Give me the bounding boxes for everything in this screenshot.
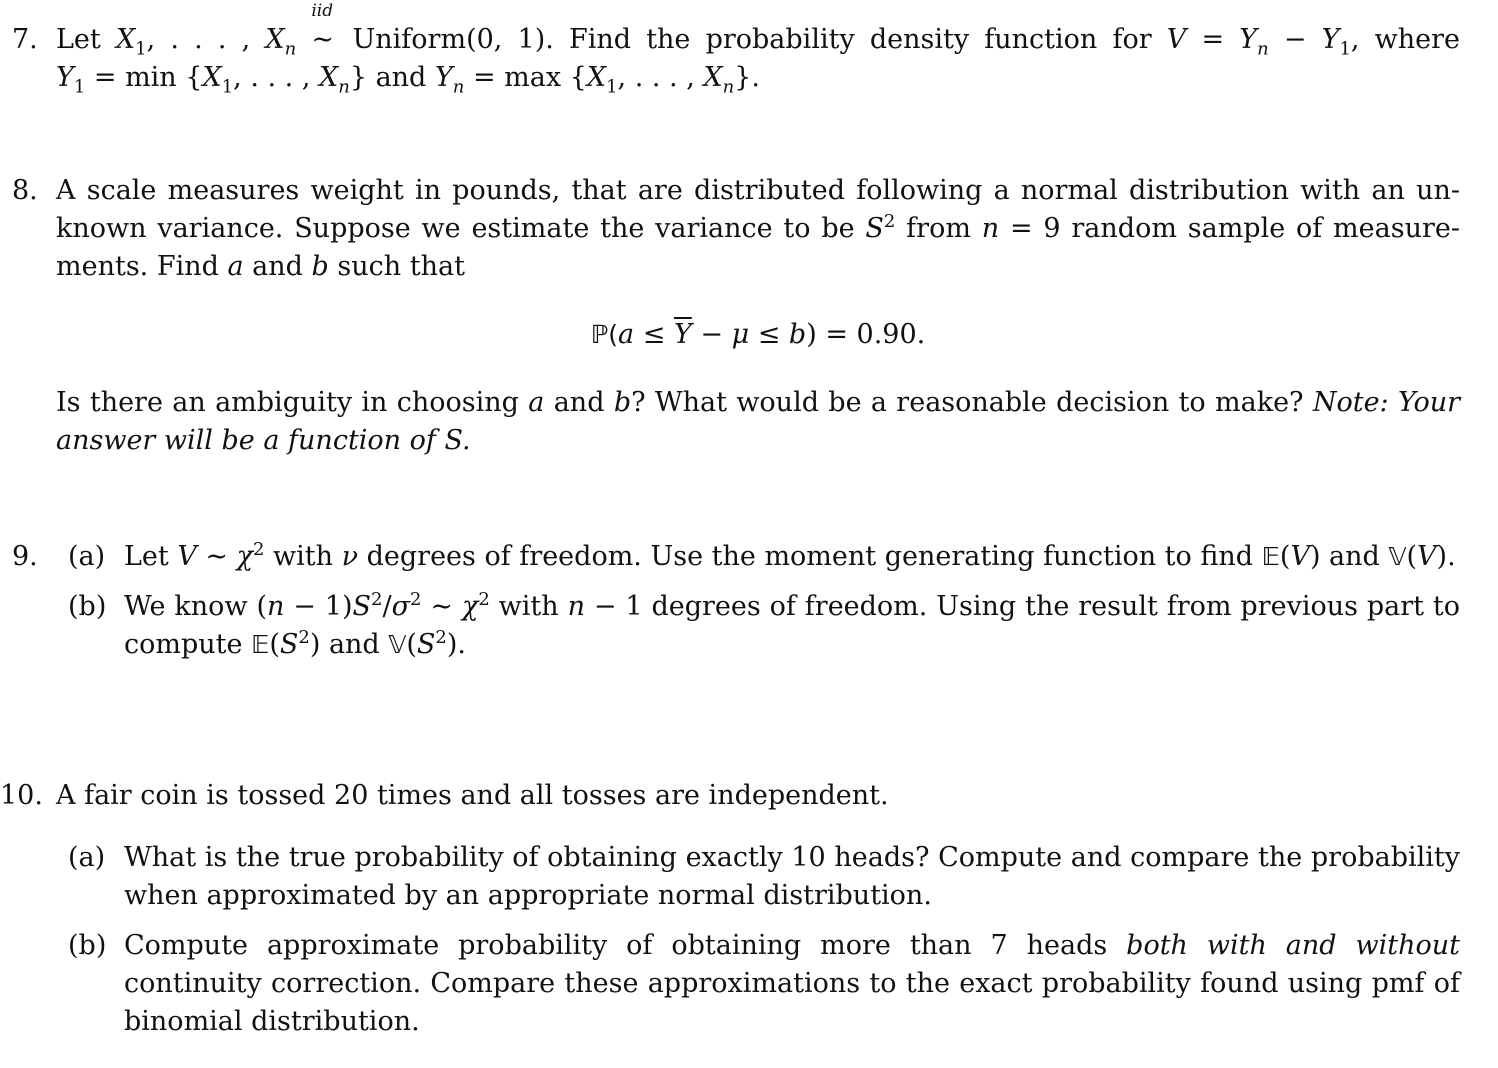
problem-10-part-b: (b) Compute approximate probability of obtaining more than 7 heads both with and without continuity correction. Compare these approximations to the exact probability found using pmf of binomial distribution. — [68, 930, 1460, 1037]
problem-9-part-a: (a) Let V ∼ $\chi^2$ with ν degrees of freedom. Use the moment generating function to find 𝔼(V) and 𝕍(V). — [68, 539, 1456, 572]
probability-equation: ℙ(a ≤ $\overline{Y} - \mu \le b) = 0.90$. — [590, 319, 926, 350]
problem-10-intro: A fair coin is tossed 20 times and all tosses are independent. — [56, 780, 889, 811]
note: Note: Your answer will be a function of — [56, 387, 1460, 456]
problem-8-paragraph-2: Is there an ambiguity in choosing a and b? What would be a reasonable decision to make? Note: Your answer will be a function of S. — [56, 387, 1460, 456]
problem-7-line-1: Let $X_1$, . . . , $X_n$ iid ∼ Uniform(0, 1). Find the probability density function for $V = Y_n - Y_1$, where — [56, 1, 1461, 60]
problem-9-parts — [68, 538, 1460, 664]
problem-9 — [0, 538, 1460, 664]
problem-number: 7. — [12, 24, 38, 55]
problem-7-line-2: $Y_1 = \min \{X_1$, . . . , $X_n$} and $Y_n = \max \{X_1$, . . . , $X_n$}. — [56, 62, 760, 98]
iid-tilde: iid ∼ — [311, 1, 334, 55]
problem-8-paragraph-1: A scale measures weight in pounds, that are distributed following a normal distribution with an un-known variance. Suppose we estimate the variance to be $S^2$ from n = 9 random sample of measure-ments. Find a and b such that — [56, 175, 1460, 282]
problem-8 — [0, 172, 1460, 460]
problem-10 — [0, 777, 1460, 1041]
problem-number: 10. — [0, 780, 43, 811]
problem-number: 9. — [12, 541, 38, 572]
problem-number: 8. — [12, 175, 38, 206]
problem-7-text — [56, 1, 1461, 98]
problem-10-part-a: (a) What is the true probability of obtaining exactly 10 heads? Compute and compare the probability when approximated by an appropriate normal distribution. — [68, 842, 1460, 911]
problem-10-parts — [68, 839, 1460, 1041]
problem-9-part-b: (b) We know $(n - 1)S^2/\sigma^2$ ∼ $\chi^2$ with n − 1 degrees of freedom. Using the result from previous part to compute $𝔼(S^2)$ and $𝕍(S^2)$. — [68, 589, 1461, 660]
problem-7 — [0, 1, 1461, 98]
